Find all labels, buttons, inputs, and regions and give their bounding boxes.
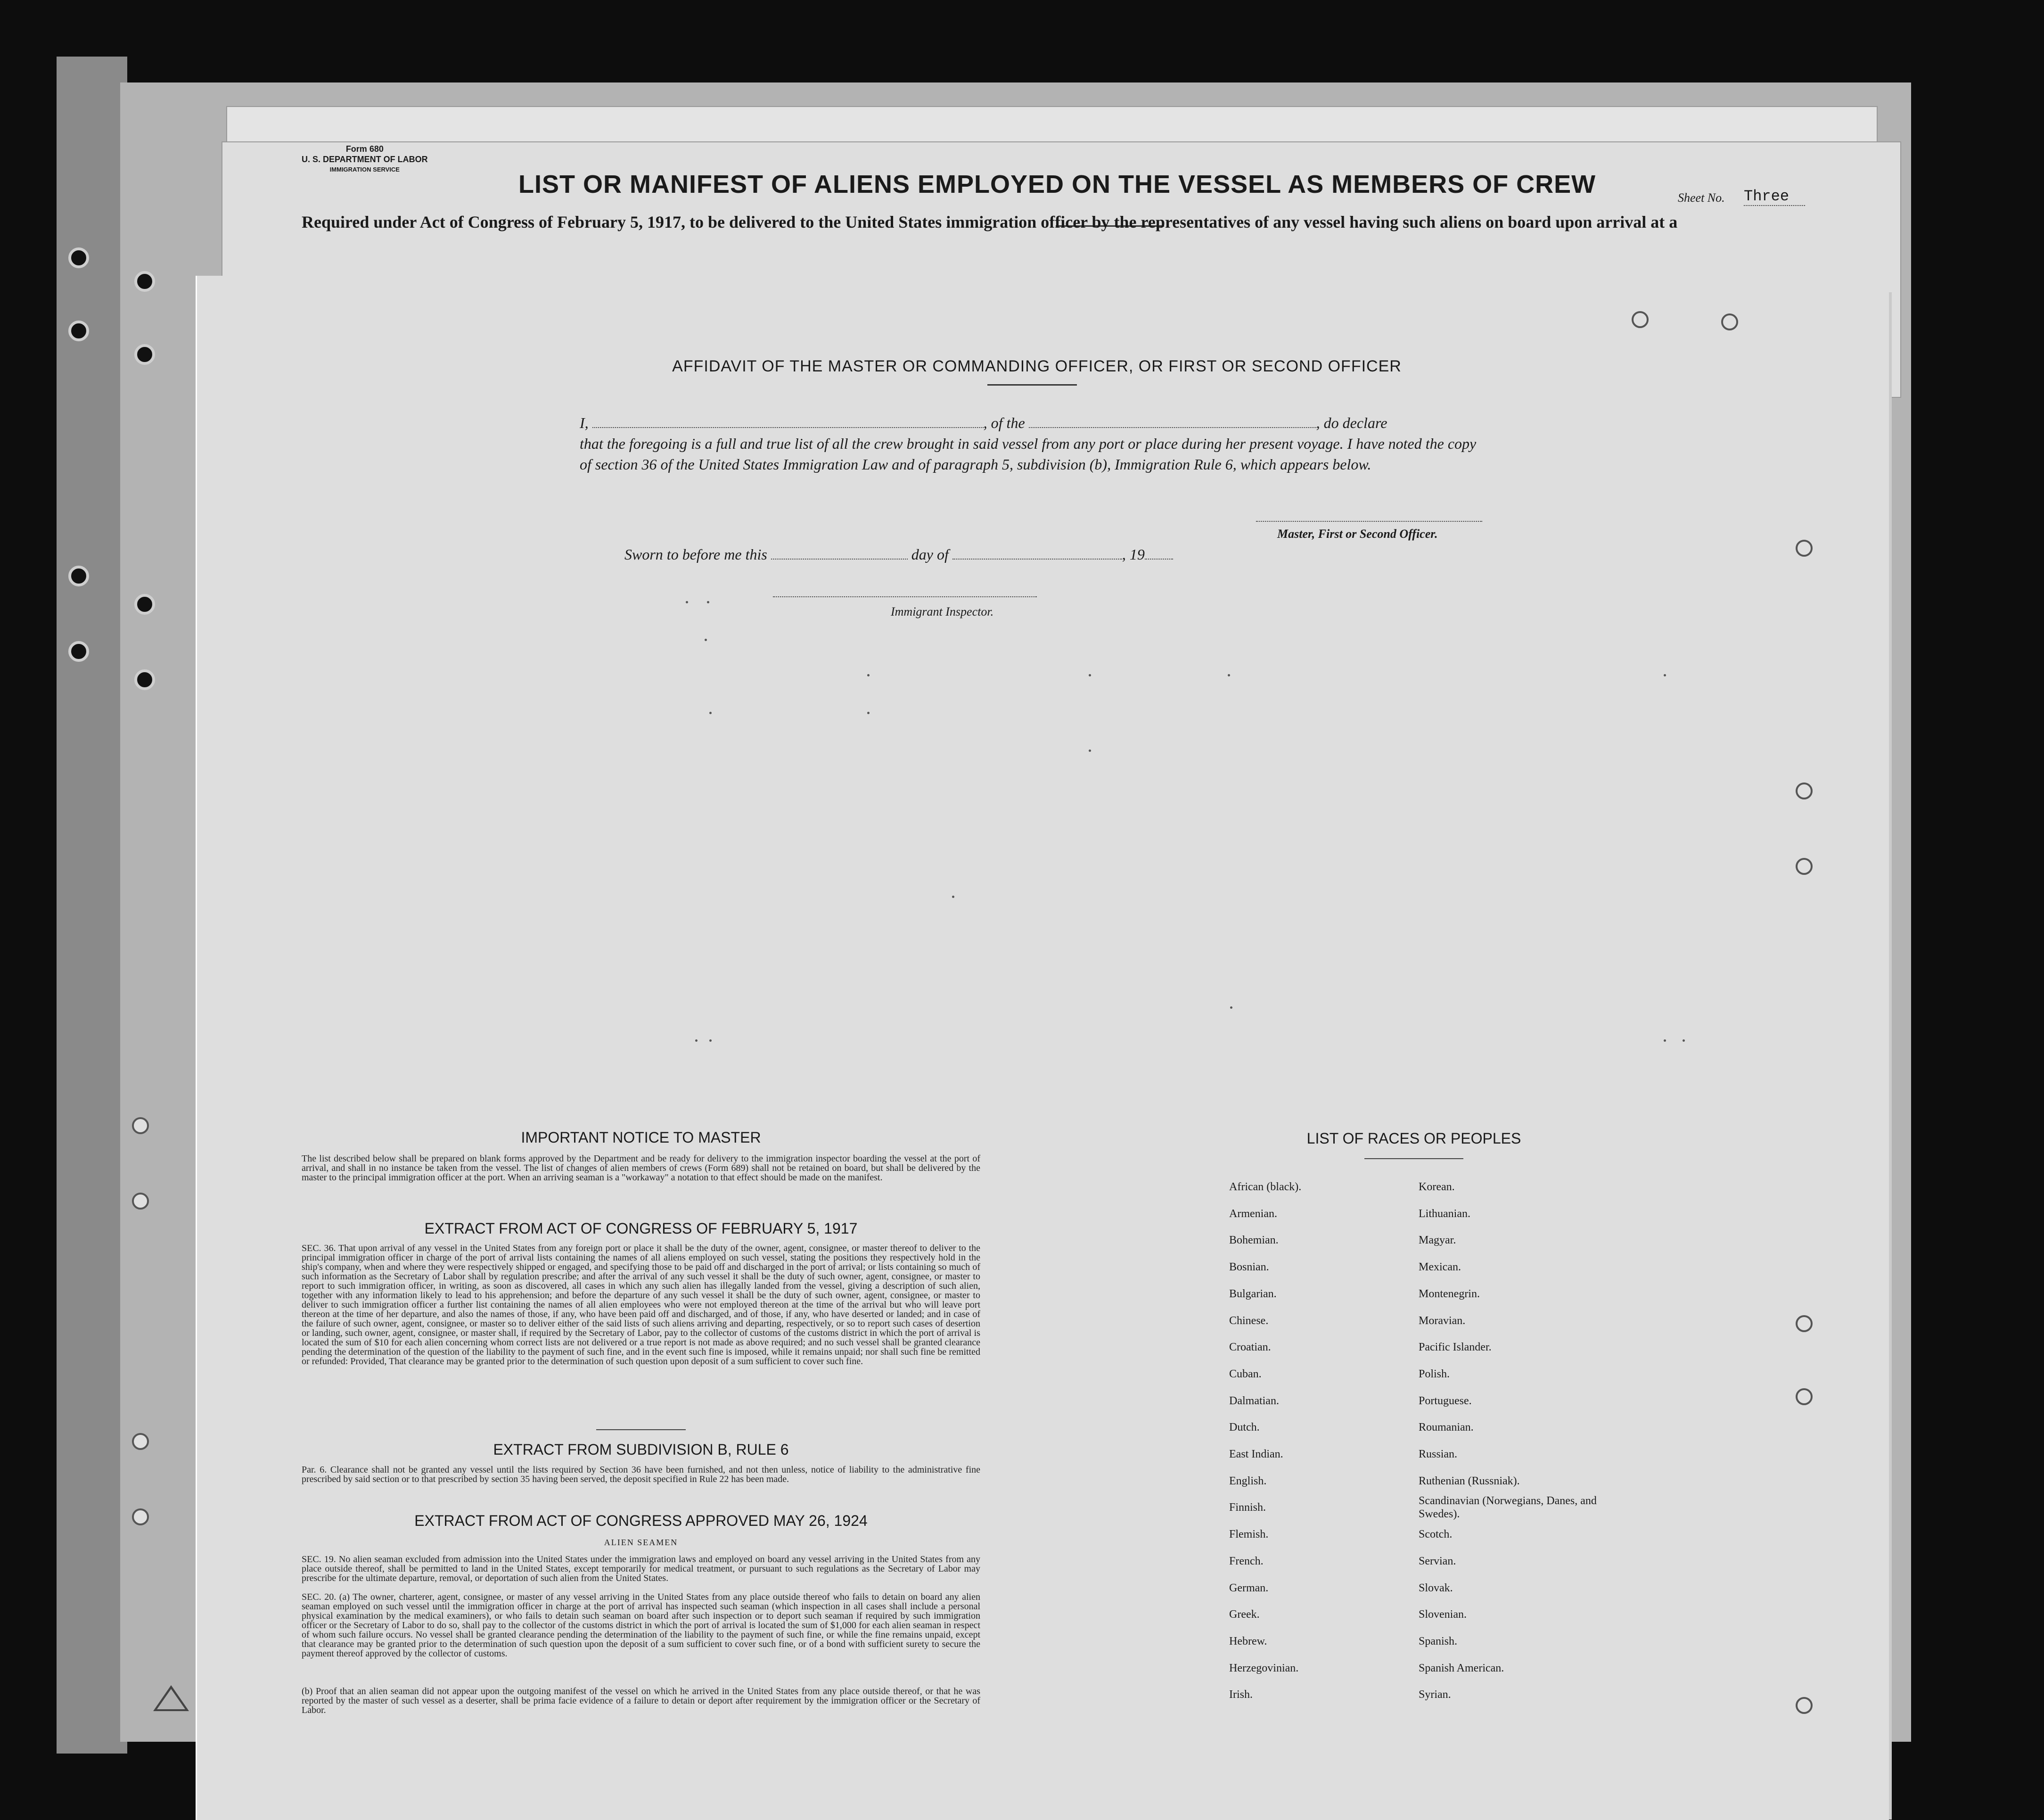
races-rule bbox=[1364, 1158, 1463, 1159]
sheet-hole bbox=[1721, 313, 1738, 330]
speck bbox=[1664, 674, 1666, 676]
race-item: Lithuanian. bbox=[1419, 1207, 1470, 1220]
speck bbox=[705, 639, 707, 641]
affidavit-title: AFFIDAVIT OF THE MASTER OR COMMANDING OFFICER, OR FIRST OR SECOND OFFICER bbox=[672, 357, 1402, 375]
binder-hole bbox=[134, 594, 155, 615]
race-item: Roumanian. bbox=[1419, 1421, 1474, 1434]
races-title: LIST OF RACES OR PEOPLES bbox=[1306, 1130, 1521, 1147]
speck bbox=[709, 712, 712, 714]
binder-hole bbox=[132, 1193, 149, 1210]
affidavit-first-line bbox=[580, 412, 1485, 433]
binder-strip bbox=[57, 57, 127, 1754]
race-item: Slovak. bbox=[1419, 1581, 1453, 1594]
sheet-hole bbox=[1796, 540, 1813, 557]
form-service: IMMIGRATION SERVICE bbox=[329, 166, 400, 173]
vessel-blank[interactable] bbox=[1029, 416, 1316, 428]
race-item: Bosnian. bbox=[1229, 1261, 1269, 1274]
extract-1924-title: EXTRACT FROM ACT OF CONGRESS APPROVED MAY 26, 1924 bbox=[414, 1512, 868, 1529]
manifest-title: LIST OR MANIFEST OF ALIENS EMPLOYED ON THE VESSEL AS MEMBERS OF CREW bbox=[518, 170, 1596, 198]
binder-hole bbox=[68, 321, 89, 341]
race-item: Magyar. bbox=[1419, 1234, 1456, 1247]
sworn-year-blank[interactable] bbox=[1145, 547, 1173, 560]
extract-1924-sec20b: (b) Proof that an alien seaman did not appear upon the outgoing manifest of the vessel on which he arrived in the United States from any place outside thereof, or that he was reported by the master of such vessel as a deserter, shall be prima facie evidence of a failure to detain or deport after requirement by the immigration officer or the Secretary of Labor. bbox=[302, 1687, 980, 1715]
sworn-year-label: , 19 bbox=[1122, 546, 1145, 563]
race-item: Bohemian. bbox=[1229, 1234, 1279, 1247]
sworn-date-blank[interactable] bbox=[771, 547, 908, 560]
notice-title: IMPORTANT NOTICE TO MASTER bbox=[521, 1129, 761, 1146]
race-item: Finnish. bbox=[1229, 1501, 1266, 1514]
binder-hole bbox=[68, 566, 89, 586]
form-identifier bbox=[302, 144, 428, 175]
sworn-line bbox=[624, 546, 1173, 563]
race-item: East Indian. bbox=[1229, 1448, 1283, 1461]
race-item: Greek. bbox=[1229, 1608, 1260, 1621]
form-department: U. S. DEPARTMENT OF LABOR bbox=[302, 155, 428, 164]
extract-1924-subtitle: ALIEN SEAMEN bbox=[604, 1538, 678, 1547]
race-item: Spanish. bbox=[1419, 1635, 1458, 1647]
sheet-hole bbox=[1796, 1697, 1813, 1714]
sworn-month-blank[interactable] bbox=[952, 547, 1122, 560]
speck bbox=[1664, 1039, 1666, 1042]
inspector-signature-line[interactable] bbox=[773, 596, 1037, 597]
extract-1917-text: SEC. 36. That upon arrival of any vessel in the United States from any foreign port or place it shall be the duty of the owner, agent, consignee, or master thereof to deliver to the principal immigration officer in charge of the port of arrival lists containing the names of all aliens employed on such vessel, stating the positions they respectively hold in the ship's company, when and where they were respectively shipped or engaged, and specifying those to be paid off and discharged in the port of arrival; or lists containing so much of such information as the Secretary of Labor shall by regulation prescribe; and after the arrival of any such vessel it shall be the duty of such owner, agent, consignee, or master to report to such immigration officer, in writing, as soon as discovered, all cases in which any such alien has illegally landed from the vessel, giving a description of such alien, together with any information likely to lead to his apprehension; and before the departure of any such vessel it shall be the duty of such owner, agent, consignee, or master to deliver to such immigration officer a further list containing the names of all alien employees who were not employed thereon at the time of the arrival but who will leave port thereon at the time of her departure, and also the names of those, if any, who have been paid off and discharged, and of those, if any, who have deserted or landed; and in case of the failure of such owner, agent, consignee, or master so to deliver either of the said lists of such aliens arriving and departing, respectively, or so to report such cases of desertion or landing, such owner, agent, consignee, or master shall, if required by the Secretary of Labor, pay to the collector of customs of the customs district in which the port of arrival is located the sum of $10 for each alien concerning whom correct lists are not delivered or a true report is not made as above required; and no such vessel shall be granted clearance pending the determination of the question of the liability to the payment of such fine, and in the event such fine is imposed, while it remains unpaid; nor shall such fine be remitted or refunded: Provided, That clearance may be granted prior to the determination of such question upon deposit of a sum sufficient to cover such fine. bbox=[302, 1243, 980, 1367]
sheet-number-label: Sheet No. bbox=[1678, 191, 1725, 205]
race-item: African (black). bbox=[1229, 1181, 1302, 1193]
speck bbox=[1683, 1039, 1685, 1042]
speck bbox=[1228, 674, 1230, 676]
extract-1924-sec20a: SEC. 20. (a) The owner, charterer, agent, consignee, or master of any vessel arriving in the United States from any place outside thereof who fails to detain on board any alien seaman employed on such vessel until the immigration officer in charge at the port of arrival has inspected such seaman (which inspection in all cases shall include a personal physical examination by the medical examiners), or who fails to detain such seaman on board after such inspection or to deport such seaman if required by such immigration officer or the Secretary of Labor to do so, shall pay to the collector of the customs district in which the port of arrival is located the sum of $1,000 for each alien seaman in respect of whom such failure occurs. No vessel shall be granted clearance pending the determination of the liability to the payment of such fine, or while the fine remains unpaid, except that clearance may be granted prior to the determination of such question upon the deposit of a sum sufficient to cover such fine, or of a bond with sufficient surety to secure the payment thereof approved by the collector of customs. bbox=[302, 1592, 980, 1659]
race-item: Ruthenian (Russniak). bbox=[1419, 1474, 1520, 1487]
form-number: Form 680 bbox=[345, 144, 384, 154]
race-item: English. bbox=[1229, 1474, 1267, 1487]
race-item: Russian. bbox=[1419, 1448, 1458, 1461]
race-item: Spanish American. bbox=[1419, 1662, 1504, 1674]
race-item: Bulgarian. bbox=[1229, 1287, 1277, 1300]
race-item: Flemish. bbox=[1229, 1528, 1269, 1541]
race-item: Hebrew. bbox=[1229, 1635, 1267, 1647]
speck bbox=[707, 601, 709, 603]
affidavit-i: I, bbox=[580, 414, 589, 431]
race-item: Polish. bbox=[1419, 1367, 1450, 1380]
master-signature-label: Master, First or Second Officer. bbox=[1277, 527, 1438, 541]
race-item: Servian. bbox=[1419, 1555, 1456, 1567]
speck bbox=[867, 712, 870, 714]
binder-hole bbox=[132, 1508, 149, 1525]
race-item: Mexican. bbox=[1419, 1261, 1461, 1274]
sheet-hole bbox=[1796, 782, 1813, 799]
sheet-hole bbox=[1796, 858, 1813, 875]
race-item: Cuban. bbox=[1229, 1367, 1262, 1380]
race-item: Syrian. bbox=[1419, 1688, 1451, 1701]
sheet-hole bbox=[1796, 1315, 1813, 1332]
race-item: Moravian. bbox=[1419, 1314, 1466, 1327]
name-blank[interactable] bbox=[592, 416, 984, 428]
binder-hole bbox=[68, 641, 89, 662]
sheet-hole bbox=[1796, 1388, 1813, 1405]
affidavit-body: that the foregoing is a full and true list of all the crew brought in said vessel from any port or place during her present voyage. I have noted the copy of section 36 of the United States Immigration Law and of paragraph 5, subdivision (b), Immigration Rule 6, which appears below. bbox=[580, 435, 1477, 473]
binder-hole bbox=[134, 669, 155, 690]
races-column-2 bbox=[1419, 1174, 1598, 1708]
master-signature-line[interactable] bbox=[1256, 521, 1482, 522]
affidavit-rule bbox=[987, 384, 1077, 386]
triangle-mark-icon bbox=[153, 1685, 189, 1711]
speck bbox=[1089, 749, 1091, 752]
speck bbox=[709, 1039, 712, 1042]
race-item: Scandinavian (Norwegians, Danes, and Swedes). bbox=[1419, 1495, 1597, 1521]
race-item: Pacific Islander. bbox=[1419, 1341, 1492, 1354]
race-item: Slovenian. bbox=[1419, 1608, 1467, 1621]
notice-text: The list described below shall be prepared on blank forms approved by the Department and be ready for delivery to the immigration inspector boarding the vessel at the port of arrival, and shall in no instance be taken from the vessel. The list of changes of alien members of crews (Form 689) shall not be retained on board, but shall be delivered by the master to the principal immigration officer at the port. When an arriving seaman is a "workaway" a notation to that effect should be made on the manifest. bbox=[302, 1153, 980, 1183]
race-item: Montenegrin. bbox=[1419, 1287, 1480, 1300]
speck bbox=[952, 896, 954, 898]
race-item: Portuguese. bbox=[1419, 1394, 1472, 1407]
binder-hole bbox=[134, 344, 155, 365]
race-item: Korean. bbox=[1419, 1181, 1455, 1193]
speck bbox=[1230, 1006, 1232, 1009]
extract-rule6-title: EXTRACT FROM SUBDIVISION B, RULE 6 bbox=[493, 1441, 789, 1458]
binder-hole bbox=[132, 1117, 149, 1134]
extract-rule6-rule bbox=[596, 1429, 686, 1430]
race-item: Chinese. bbox=[1229, 1314, 1269, 1327]
front-sheet bbox=[196, 276, 1889, 1820]
race-item: Scotch. bbox=[1419, 1528, 1453, 1541]
speck bbox=[695, 1039, 698, 1042]
affidavit-of-the: , of the bbox=[983, 414, 1025, 431]
sheet-number-value: Three bbox=[1744, 188, 1805, 206]
affidavit-declare: , do declare bbox=[1316, 414, 1387, 431]
race-item: Armenian. bbox=[1229, 1207, 1277, 1220]
required-statement: Required under Act of Congress of February 5, 1917, to be delivered to the United States immigration officer by the representatives of any vessel having such aliens on board upon arrival at a bbox=[302, 213, 1678, 231]
binder-hole bbox=[68, 247, 89, 268]
speck bbox=[867, 674, 870, 676]
extract-1917-title: EXTRACT FROM ACT OF CONGRESS OF FEBRUARY 5, 1917 bbox=[424, 1220, 858, 1237]
sworn-prefix: Sworn to before me this bbox=[624, 546, 767, 563]
race-item: French. bbox=[1229, 1555, 1264, 1567]
binder-hole bbox=[134, 271, 155, 292]
affidavit-text bbox=[580, 412, 1485, 475]
race-item: Herzegovinian. bbox=[1229, 1662, 1299, 1674]
extract-rule6-text: Par. 6. Clearance shall not be granted any vessel until the lists required by Section 36 have been furnished, and not then unless, notice of liability to the administrative fine prescribed by said section or to that prescribed by section 35 having been served, the deposit specified in Rule 22 has been made. bbox=[302, 1465, 980, 1484]
race-item: Dutch. bbox=[1229, 1421, 1260, 1434]
sworn-day-label: day of bbox=[911, 546, 949, 563]
races-column-1 bbox=[1229, 1174, 1301, 1708]
inspector-label: Immigrant Inspector. bbox=[891, 605, 994, 618]
speck bbox=[686, 601, 688, 603]
binder-hole bbox=[132, 1433, 149, 1450]
sheet-hole bbox=[1632, 311, 1649, 328]
race-item: Dalmatian. bbox=[1229, 1394, 1279, 1407]
race-item: Irish. bbox=[1229, 1688, 1253, 1701]
race-item: Croatian. bbox=[1229, 1341, 1271, 1354]
race-item: German. bbox=[1229, 1581, 1269, 1594]
extract-1924-sec19: SEC. 19. No alien seaman excluded from admission into the United States under the immigration laws and employed on board any vessel arriving in the United States from any place outside thereof, shall be permitted to land in the United States, except temporarily for medical treatment, or pursuant to such regulations as the Secretary of Labor may prescribe for the ultimate departure, removal, or deportation of such alien from the United States. bbox=[302, 1554, 980, 1583]
speck bbox=[1089, 674, 1091, 676]
